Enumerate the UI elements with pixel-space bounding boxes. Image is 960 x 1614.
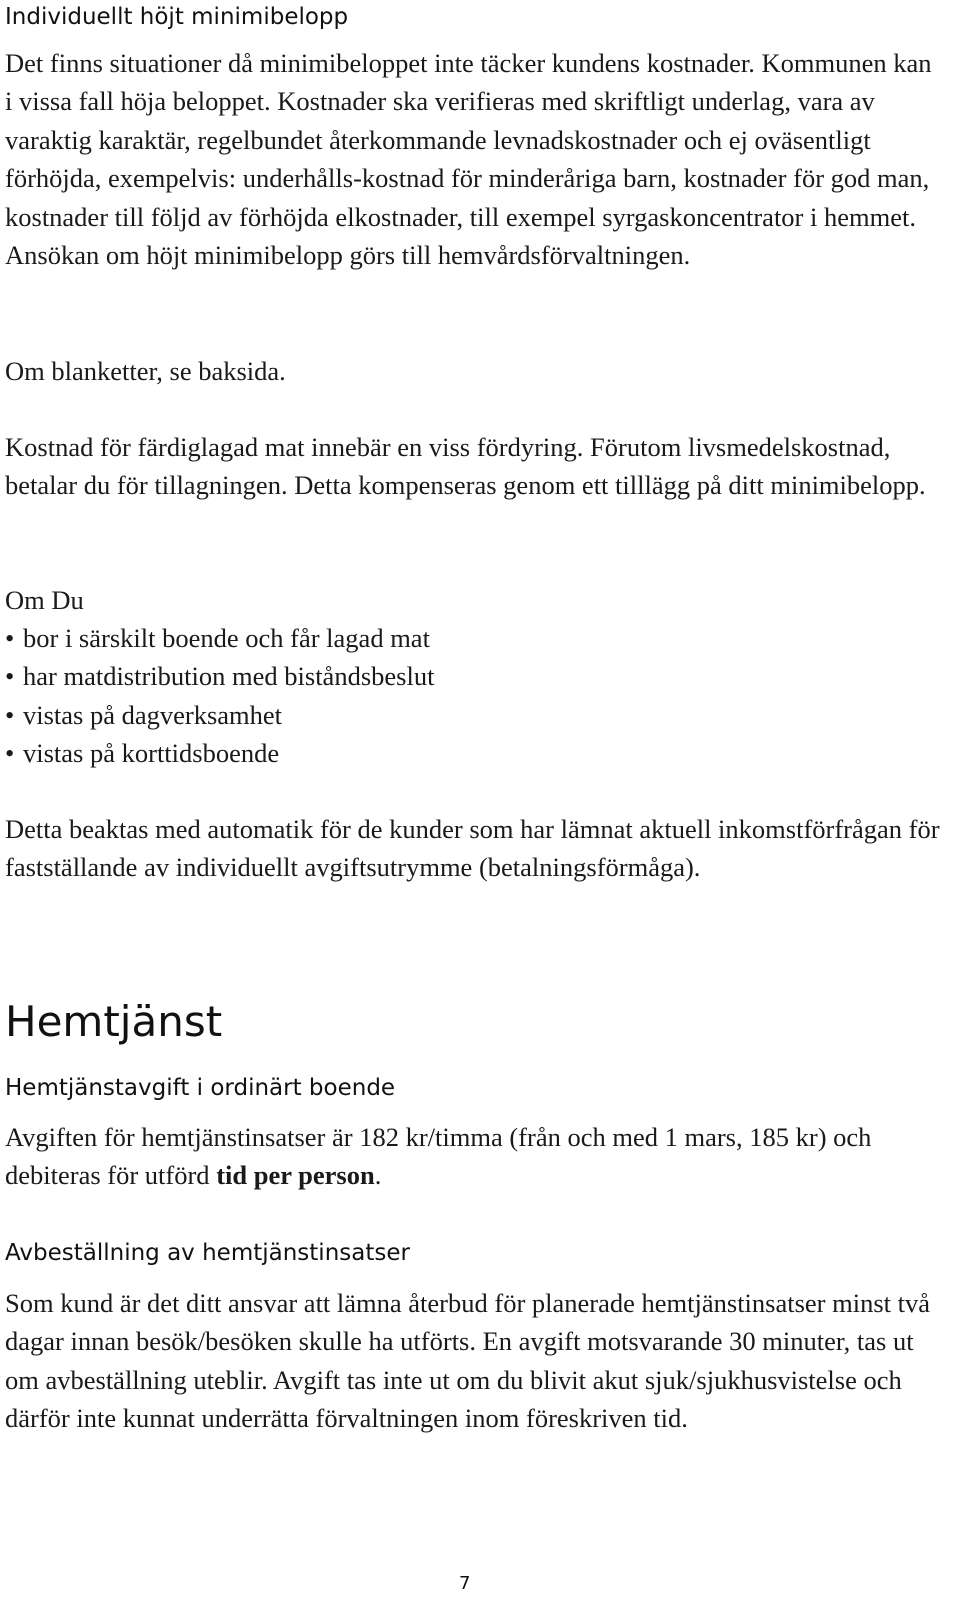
paragraph-blanketter: Om blanketter, se baksida. bbox=[5, 356, 286, 386]
list-item: • har matdistribution med biståndsbeslut bbox=[5, 657, 434, 695]
text-segment: . bbox=[374, 1160, 382, 1191]
list-item: • vistas på korttidsboende bbox=[5, 734, 434, 772]
paragraph-minimibelopp: Det finns situationer då minimibeloppet inte täcker kundens kostnader. Kommunen kan i vissa fall höja beloppet. Kostnader ska verifieras med skriftligt underlag, vara av varaktig karaktär, regelbundet återkommande levnadskostnader och ej oväsentligt förhöjda, exempelvis: underhålls-kostnad för minderåriga barn, kostnader för god man, kostnader till följd av förhöjda elkostnader, till exempel syrgaskoncentrator i hemmet. Ansökan om höjt minimibelopp görs till hemvårdsförvaltningen. bbox=[5, 48, 932, 271]
bullet-list bbox=[5, 619, 434, 773]
paragraph-fardiglagad-mat: Kostnad för färdiglagad mat innebär en viss fördyring. Förutom livsmedelskostnad, betalar du för tillagningen. Detta kompenseras genom ett tilllägg på ditt minimibelopp. bbox=[5, 432, 926, 501]
section-heading-hemtjanstavgift: Hemtjänstavgift i ordinärt boende bbox=[5, 1075, 396, 1101]
bold-text-tid-per-person: tid per person bbox=[216, 1160, 375, 1191]
text-segment: Avgiften för hemtjänstinsatser är 182 kr/timma (från och med 1 mars, 185 kr) och debiteras för utförd bbox=[5, 1122, 872, 1191]
section-heading-avbestallning: Avbeställning av hemtjänstinsatser bbox=[5, 1240, 410, 1266]
paragraph-hemtjanstavgift bbox=[5, 1118, 940, 1195]
list-item: • vistas på dagverksamhet bbox=[5, 696, 434, 734]
page-number: 7 bbox=[459, 1573, 471, 1594]
list-intro: Om Du bbox=[5, 585, 84, 615]
list-item: • bor i särskilt boende och får lagad mat bbox=[5, 619, 434, 657]
paragraph-automatik: Detta beaktas med automatik för de kunder som har lämnat aktuell inkomstförfrågan för fastställande av individuellt avgiftsutrymme (betalningsförmåga). bbox=[5, 814, 940, 883]
section-heading-minimibelopp: Individuellt höjt minimibelopp bbox=[5, 4, 349, 30]
page-title-hemtjanst: Hemtjänst bbox=[5, 997, 223, 1046]
paragraph-avbestallning: Som kund är det ditt ansvar att lämna återbud för planerade hemtjänstinsatser minst två dagar innan besök/besöken skulle ha utförts. En avgift motsvarande 30 minuter, tas ut om avbeställning uteblir. Avgift tas inte ut om du blivit akut sjuk/sjukhusvistelse och därför inte kunnat underrätta förvaltningen inom föreskriven tid. bbox=[5, 1288, 931, 1434]
